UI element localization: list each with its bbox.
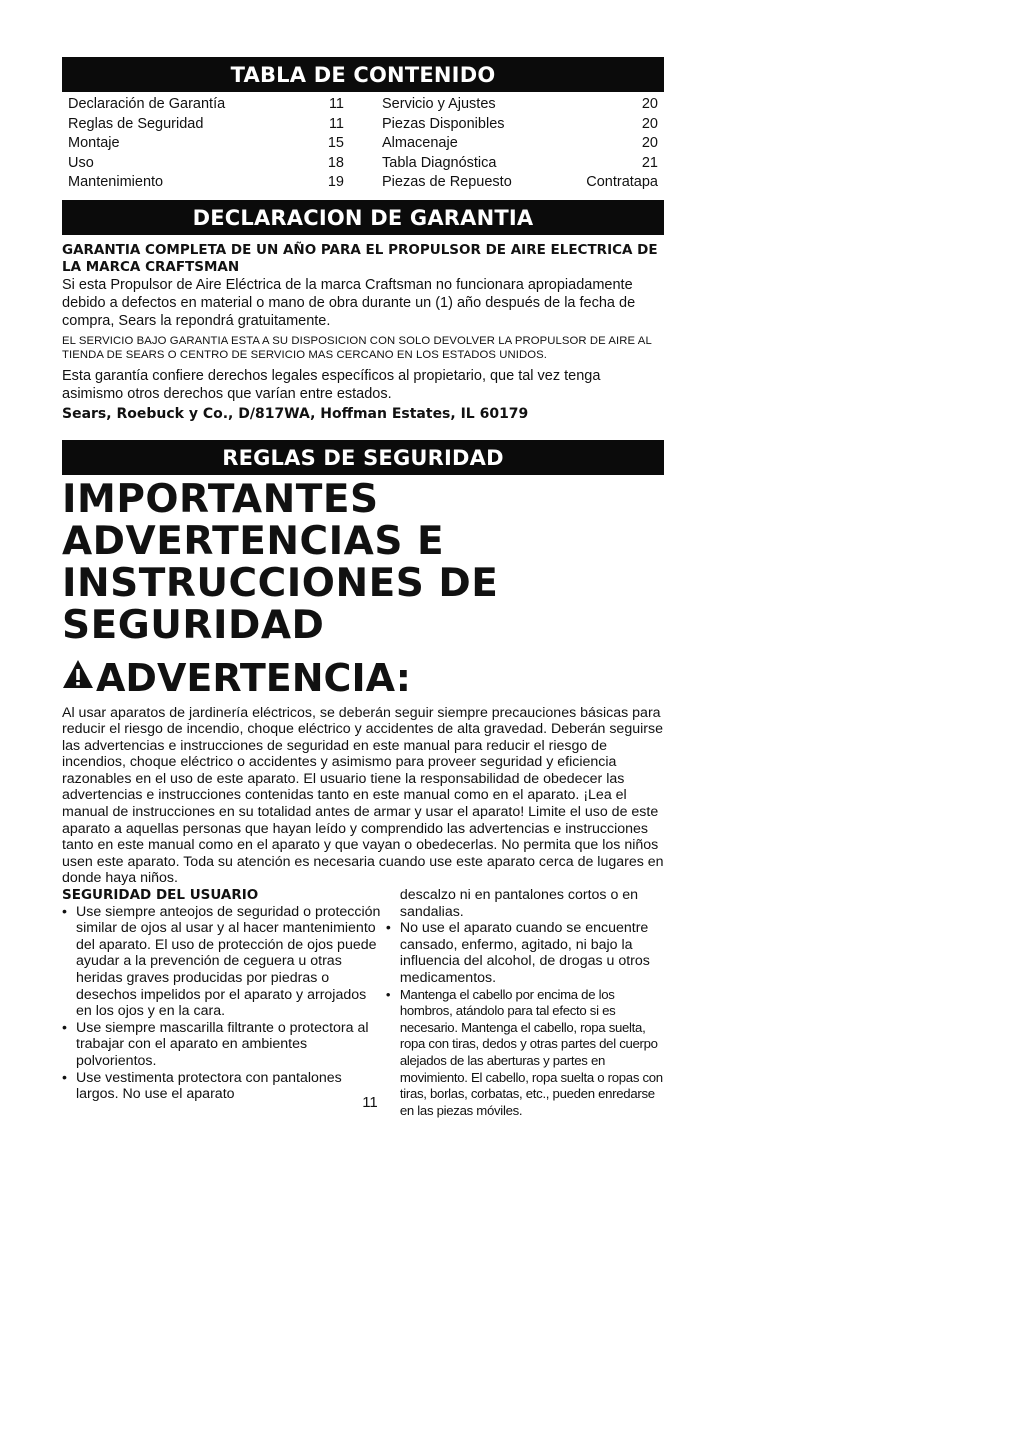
toc-entry: Reglas de Seguridad 11	[68, 115, 344, 132]
toc-left-column	[62, 95, 344, 193]
list-item: • No use el aparato cuando se encuentre cansado, enfermo, agitado, ni bajo la influencia del alcohol, de drogas u otros medicamentos.	[385, 920, 650, 986]
list-item-continuation: descalzo ni en pantalones cortos o en sandalias.	[399, 887, 639, 920]
list-item: • Use siempre mascarilla filtrante o protectora al trabajar con el aparato en ambientes polvorientos.	[62, 1019, 369, 1069]
list-item: • Use siempre anteojos de seguridad o protección similar de ojos al usar y al hacer mantenimiento del aparato. El uso de protección de ojos puede ayudar a la prevención de ceguera u otras heridas graves producidas por piedras o desechos impelidos por el aparato y arrojados en los ojos y en la cara.	[62, 903, 381, 1020]
left-column	[62, 887, 382, 1119]
table-of-contents	[62, 95, 664, 193]
list-item: • Use vestimenta protectora con pantalones largos. No use el aparato	[62, 1069, 342, 1103]
important-warnings-title: IMPORTANTES ADVERTENCIAS E INSTRUCCIONES DE SEGURIDAD	[62, 476, 499, 648]
warranty-rights-paragraph: Esta garantía confiere derechos legales específicos al propietario, que tal vez tenga asimismo otros derechos que varían entre estados.	[62, 367, 601, 402]
toc-entry: Piezas Disponibles 20	[382, 115, 658, 132]
sears-address: Sears, Roebuck y Co., D/817WA, Hoffman Estates, IL 60179	[62, 405, 529, 422]
right-column	[382, 887, 664, 1119]
user-safety-columns	[62, 887, 664, 1119]
toc-entry: Almacenaje 20	[382, 135, 658, 151]
toc-entry: Montaje 15	[68, 135, 344, 151]
toc-entry: Declaración de Garantía 11	[68, 96, 344, 112]
warning-heading	[62, 655, 664, 701]
toc-entry: Servicio y Ajustes 20	[382, 96, 658, 112]
manual-page	[62, 57, 664, 1119]
toc-entry: Piezas de Repuesto Contratapa	[382, 174, 658, 190]
user-safety-heading: SEGURIDAD DEL USUARIO	[62, 887, 259, 904]
warning-intro-paragraph: Al usar aparatos de jardinería eléctricos, se deberán seguir siempre precauciones básicas para reducir el riesgo de incendio, choque eléctrico y accidentes de alta gravedad. Deberán seguirse las advertencias e instrucciones de seguridad en este manual para reducir el riesgo de incendios, choque eléctrico o accidentes y asimismo para proveer seguridad y eficiencia razonables en el uso de este aparato. El usuario tiene la responsabilidad de obedecer las advertencias e instrucciones contenidas tanto en este manual como en el aparato. ¡Lea el manual de instrucciones en su totalidad antes de armar y usar el aparato! Limite el uso de este aparato a aquellas personas que hayan leído y comprendido las advertencias e instrucciones tanto en este manual como en el aparato y que vayan o obedecerlas. No permita que los niños usen este aparato. Toda su atención es necesaria cuando use este aparato cerca de lugares en donde haya niños.	[62, 704, 664, 887]
warranty-paragraph: Si esta Propulsor de Aire Eléctrica de la marca Craftsman no funcionara apropiadamente debido a defectos en material o mano de obra durante un (1) año después de la fecha de compra, Sears la repondrá gratuitamente.	[62, 276, 636, 329]
safety-title-bar: REGLAS DE SEGURIDAD	[62, 440, 664, 475]
toc-entry: Uso 18	[68, 154, 344, 171]
warning-triangle-icon	[62, 659, 94, 689]
toc-title-bar: TABLA DE CONTENIDO	[62, 57, 664, 92]
warranty-heading: GARANTIA COMPLETA DE UN AÑO PARA EL PROPULSOR DE AIRE ELECTRICA DE LA MARCA CRAFTSMAN	[62, 241, 658, 275]
toc-entry: Tabla Diagnóstica 21	[382, 154, 658, 171]
warning-label: ADVERTENCIA:	[96, 655, 411, 700]
warranty-title-bar: DECLARACION DE GARANTIA	[62, 200, 664, 235]
toc-right-column	[344, 95, 664, 193]
page-number: 11	[362, 1094, 378, 1111]
toc-entry: Mantenimiento 19	[68, 174, 344, 190]
list-item: • Mantenga el cabello por encima de los hombros, atándolo para tal efecto si es necesario. Mantenga el cabello, ropa suelta, ropa con tiras, dedos y otras partes del cuerpo alejados de las aberturas y partes en movimiento. El cabello, ropa suelta o ropas con tiras, borlas, corbatas, etc., pueden enredarse en las piezas móviles.	[385, 986, 663, 1118]
warranty-service-note: EL SERVICIO BAJO GARANTIA ESTA A SU DISPOSICION CON SOLO DEVOLVER LA PROPULSOR DE AIRE AL TIENDA DE SEARS O CENTRO DE SERVICIO MAS CERCANO EN LOS ESTADOS UNIDOS.	[62, 334, 652, 361]
